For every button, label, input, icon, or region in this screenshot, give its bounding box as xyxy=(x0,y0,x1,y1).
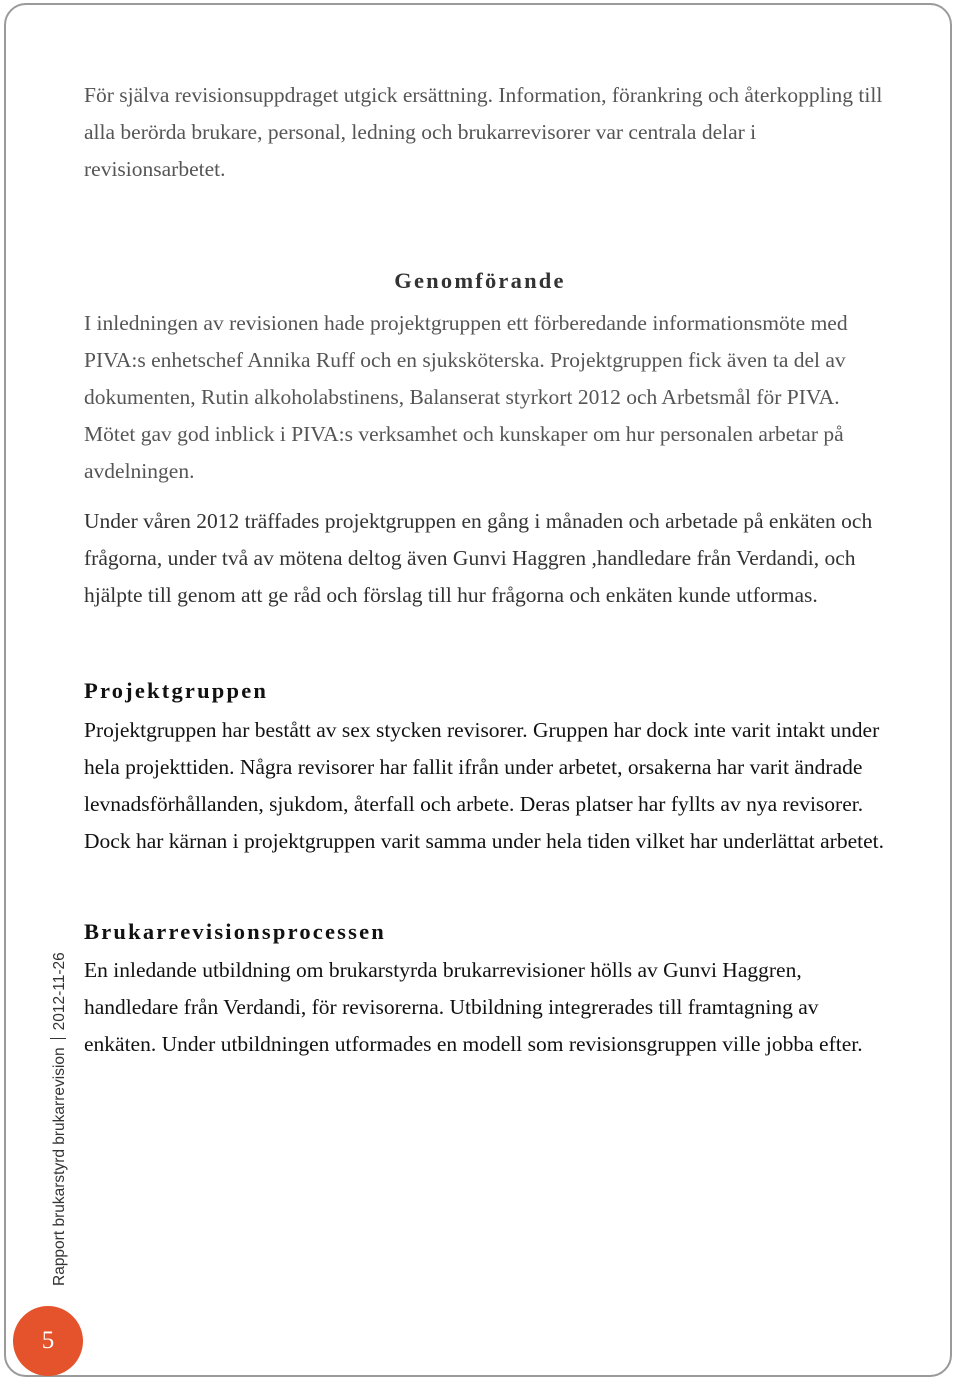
side-separator xyxy=(50,1038,66,1039)
page-number-badge xyxy=(13,1306,83,1376)
heading-genomforande: Genomförande xyxy=(394,268,566,293)
brukarrevisionsprocessen-paragraph: En inledande utbildning om brukarstyrda brukarrevisioner hölls av Gunvi Haggren, handledare från Verdandi, för revisorerna. Utbildning integrerades till framtagning av enkäten. Under utbildningen utformades en modell som revisionsgruppen ville jobba efter. xyxy=(84,958,863,1056)
side-title: Rapport brukarstyrd brukarrevision xyxy=(51,1047,68,1286)
genomforande-paragraph-2: Under våren 2012 träffades projektgruppen en gång i månaden och arbetade på enkäten och frågorna, under två av mötena deltog även Gunvi Haggren ,handledare från Verdandi, och hjälpte till genom att ge råd och förslag till hur frågorna och enkäten kunde utformas. xyxy=(84,509,873,607)
heading-projektgruppen: Projektgruppen xyxy=(84,678,269,703)
side-running-header xyxy=(50,952,69,1286)
genomforande-paragraph-1: I inledningen av revisionen hade projektgruppen ett förberedande informationsmöte med PIVA:s enhetschef Annika Ruff och en sjuksköterska. Projektgruppen fick även ta del av dokumenten, Rutin alkoholabstinens, Balanserat styrkort 2012 och Arbetsmål för PIVA. Mötet gav god inblick i PIVA:s verksamhet och kunskaper om hur personalen arbetar på avdelningen. xyxy=(84,311,848,483)
side-date: 2012-11-26 xyxy=(51,952,68,1031)
projektgruppen-paragraph: Projektgruppen har bestått av sex stycken revisorer. Gruppen har dock inte varit intakt under hela projekttiden. Några revisorer har fallit ifrån under arbetet, orsakerna har varit ändrade levnadsförhållanden, sjukdom, återfall och arbete. Deras platser har fyllts av nya revisorer. Dock har kärnan i projektgruppen varit samma under hela tiden vilket har underlättat arbetet. xyxy=(84,718,884,853)
page-number: 5 xyxy=(41,1327,55,1354)
intro-paragraph: För själva revisionsuppdraget utgick ersättning. Information, förankring och återkoppling till alla berörda brukare, personal, ledning och brukarrevisorer var centrala delar i revisionsarbetet. xyxy=(84,83,883,181)
heading-brukarrevisionsprocessen: Brukarrevisionsprocessen xyxy=(84,919,386,944)
